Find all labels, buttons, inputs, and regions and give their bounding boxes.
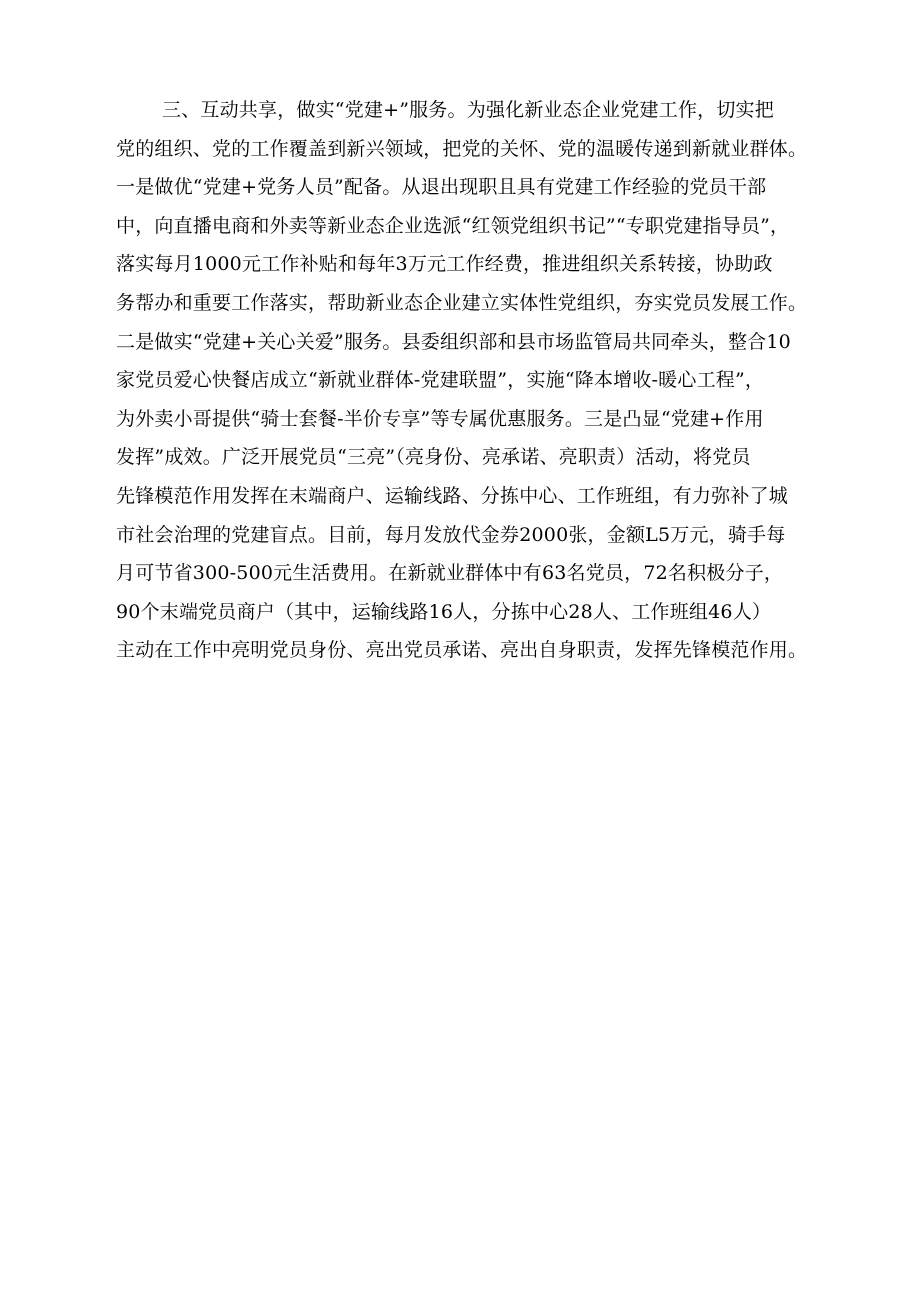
line-text: 务帮办和重要工作落实，帮助新业态企业建立实体性党组织，夯实党员发展工作。 [116, 291, 808, 314]
line-text: 主动在工作中亮明党员身份、亮出党员承诺、亮出自身职责，发挥先锋模范作用。 [116, 639, 808, 662]
line-text: 市社会治理的党建盲点。目前，每月发放代金券2000张，金额L5万元，骑手每 [116, 523, 786, 546]
paragraph-line [116, 284, 816, 323]
line-text: 中，向直播电商和外卖等新业态企业选派“红领党组织书记”“专职党建指导员”， [116, 214, 790, 237]
paragraph-line [116, 438, 816, 477]
paragraph-line [116, 130, 816, 169]
paragraph-line [116, 593, 816, 632]
line-text: 为外卖小哥提供“骑士套餐-半价专享”等专属优惠服务。三是凸显“党建+作用 [116, 407, 764, 430]
paragraph-line [116, 91, 816, 130]
line-text: 90个末端党员商户（其中，运输线路16人，分拣中心28人、工作班组46人） [116, 600, 772, 623]
line-text: 先锋模范作用发挥在末端商户、运输线路、分拣中心、工作班组，有力弥补了城 [116, 484, 789, 507]
paragraph-line [116, 554, 816, 593]
line-text: 二是做实“党建+关心关爱”服务。县委组织部和县市场监管局共同牵头，整合10 [116, 330, 791, 353]
paragraph-line [116, 477, 816, 516]
paragraph-line [116, 400, 816, 439]
line-text: 落实每月1000元工作补贴和每年3万元工作经费，推进组织关系转接，协助政 [116, 253, 773, 276]
paragraph-line [116, 323, 816, 362]
paragraph-line [116, 207, 816, 246]
line-text: 月可节省300-500元生活费用。在新就业群体中有63名党员，72名积极分子， [116, 562, 784, 585]
body-paragraph [116, 91, 816, 670]
line-text: 三、互动共享，做实“党建+”服务。为强化新业态企业党建工作，切实把 [162, 99, 774, 121]
line-text: 党的组织、党的工作覆盖到新兴领域，把党的关怀、党的温暖传递到新就业群体。 [116, 137, 808, 160]
line-text: 家党员爱心快餐店成立“新就业群体-党建联盟”，实施“降本增收-暖心工程”， [116, 369, 765, 392]
paragraph-line [116, 168, 816, 207]
line-text: 发挥”成效。广泛开展党员“三亮”（亮身份、亮承诺、亮职责）活动，将党员 [116, 446, 751, 469]
paragraph-line [116, 361, 816, 400]
paragraph-line [116, 516, 816, 555]
paragraph-line [116, 631, 816, 670]
line-text: 一是做优“党建+党务人员”配备。从退出现职且具有党建工作经验的党员干部 [116, 176, 767, 199]
paragraph-line [116, 245, 816, 284]
